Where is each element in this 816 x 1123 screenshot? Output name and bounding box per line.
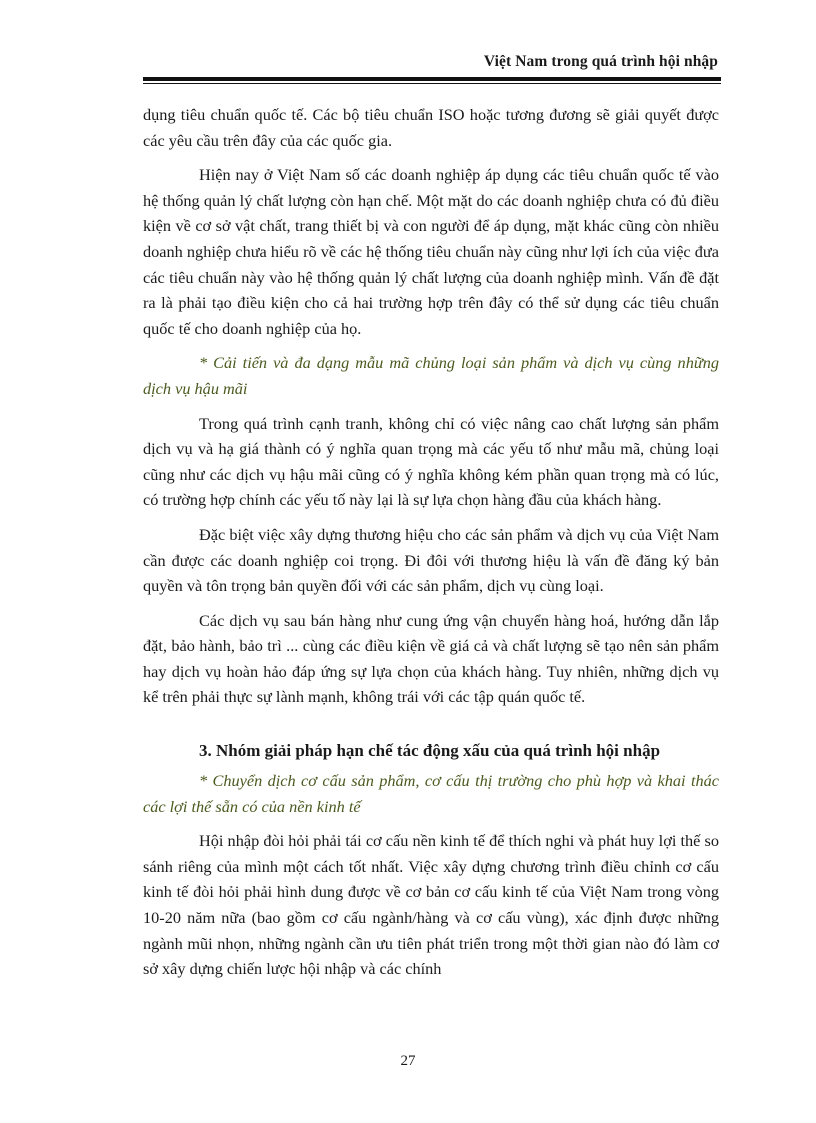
header-rule-thick bbox=[143, 77, 721, 81]
section-heading: 3. Nhóm giải pháp hạn chế tác động xấu của quá trình hội nhập bbox=[199, 741, 661, 761]
paragraph-integration: Hội nhập đòi hỏi phải tái cơ cấu nền kinh tế để thích nghi và phát huy lợi thế so sánh riêng của mình một cách tốt nhất. Việc xây dựng chương trình điều chỉnh cơ cấu kinh tế đòi hỏi phải hình dung được về cơ bản cơ cấu kinh tế của Việt Nam trong vòng 10-20 năm nữa (bao gồm cơ cấu ngành/hàng và cơ cấu vùng), xác định được những ngành mũi nhọn, những ngành cần ưu tiên phát triển trong một thời gian nào đó làm cơ sở xây dựng chiến lược hội nhập và các chính bbox=[143, 831, 719, 979]
paragraph-branding: Đặc biệt việc xây dựng thương hiệu cho các sản phẩm và dịch vụ của Việt Nam cần được các doanh nghiệp coi trọng. Đi đôi với thương hiệu là vấn đề đăng ký bản quyền và tôn trọng bản quyền đối với các sản phẩm, dịch vụ cùng loại. bbox=[143, 524, 719, 596]
paragraph-competition: Trong quá trình cạnh tranh, không chỉ có việc nâng cao chất lượng sản phẩm dịch vụ và hạ giá thành có ý nghĩa quan trọng mà các yếu tố như mẫu mã, chủng loại cũng như các dịch vụ hậu mãi cũng có ý nghĩa không kém phần quan trọng mà có lúc, có trường hợp chính các yếu tố này lại là sự lựa chọn hàng đầu của khách hàng. bbox=[143, 413, 719, 510]
page-number: 27 bbox=[400, 1053, 416, 1069]
page-body bbox=[143, 102, 719, 982]
header-title: Việt Nam trong quá trình hội nhập bbox=[483, 53, 718, 70]
header-rule-thin bbox=[143, 83, 721, 84]
subheading-restructuring: * Chuyển dịch cơ cấu sản phẩm, cơ cấu thị trường cho phù hợp và khai thác các lợi thế sẵn có của nền kinh tế bbox=[143, 771, 719, 816]
paragraph-continuation: dụng tiêu chuẩn quốc tế. Các bộ tiêu chuẩn ISO hoặc tương đương sẽ giải quyết được các yêu cầu trên đây của các quốc gia. bbox=[143, 105, 719, 150]
paragraph-after-sales: Các dịch vụ sau bán hàng như cung ứng vận chuyển hàng hoá, hướng dẫn lắp đặt, bảo hành, bảo trì ... cùng các điều kiện về giá cả và chất lượng sẽ tạo nên sản phẩm hay dịch vụ hoàn hảo đáp ứng sự lựa chọn của khách hàng. Tuy nhiên, những dịch vụ kể trên phải thực sự lành mạnh, không trái với các tập quán quốc tế. bbox=[143, 610, 719, 707]
paragraph-iso-status: Hiện nay ở Việt Nam số các doanh nghiệp áp dụng các tiêu chuẩn quốc tế vào hệ thống quản lý chất lượng còn hạn chế. Một mặt do các doanh nghiệp chưa có đủ điều kiện về cơ sở vật chất, trang thiết bị và con người để áp dụng, mặt khác cũng còn nhiều doanh nghiệp chưa hiểu rõ về các hệ thống tiêu chuẩn này cũng như lợi ích của việc đưa các tiêu chuẩn này vào hệ thống quản lý chất lượng của doanh nghiệp mình. Vấn đề đặt ra là phải tạo điều kiện cho cả hai trường hợp trên đây có thể sử dụng các tiêu chuẩn quốc tế cho doanh nghiệp của họ. bbox=[143, 165, 719, 338]
subheading-product-variety: * Cải tiến và đa dạng mẫu mã chủng loại sản phẩm và dịch vụ cùng những dịch vụ hậu mãi bbox=[143, 353, 719, 398]
